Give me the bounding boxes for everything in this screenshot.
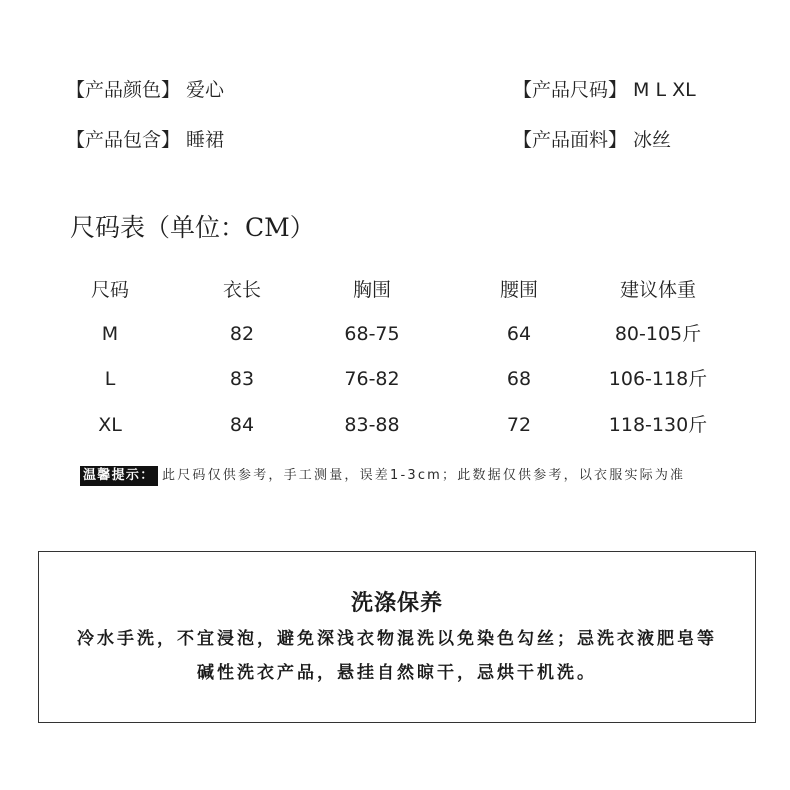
size-table-row — [0, 413, 790, 437]
size-table-header-cell: 建议体重 — [619, 279, 696, 301]
product-info-value: 睡裙 — [186, 129, 225, 151]
size-table-cell: 68 — [506, 368, 532, 390]
product-info-size — [513, 78, 696, 102]
size-table-cell: 68-75 — [344, 323, 400, 345]
product-info-label: 【产品尺码】 — [513, 79, 628, 101]
care-text-line: 碱性洗衣产品，悬挂自然晾干，忌烘干机洗。 — [197, 663, 597, 683]
product-info-color — [66, 78, 224, 102]
size-table-cell: 64 — [506, 323, 532, 345]
care-title: 洗涤保养 — [350, 591, 443, 616]
care-instructions-box — [38, 551, 756, 723]
size-table-cell: 83 — [229, 368, 255, 390]
size-table-header-cell: 腰围 — [499, 279, 538, 301]
note-text: 此尺码仅供参考，手工测量，误差1-3cm；此数据仅供参考，以衣服实际为准 — [162, 468, 686, 483]
size-table-cell: M — [101, 323, 119, 345]
size-table-header-cell: 胸围 — [352, 279, 391, 301]
size-table-header-cell: 尺码 — [90, 279, 129, 301]
size-table-cell: 82 — [229, 323, 255, 345]
note-badge: 温馨提示： — [80, 466, 158, 486]
product-info-value: 冰丝 — [633, 129, 672, 151]
product-info-label: 【产品面料】 — [513, 129, 628, 151]
size-chart-title: 尺码表（单位：CM） — [70, 213, 315, 242]
size-table-cell: 72 — [506, 414, 532, 436]
size-table-cell: 84 — [229, 414, 255, 436]
size-table-cell: 80-105斤 — [614, 323, 702, 345]
size-table-header-cell: 衣长 — [222, 279, 261, 301]
product-info-value: M L XL — [633, 79, 696, 101]
product-info-label: 【产品颜色】 — [66, 79, 181, 101]
size-table-row — [0, 322, 790, 346]
care-text-line: 冷水手洗，不宜浸泡，避免深浅衣物混洗以免染色勾丝；忌洗衣液肥皂等 — [77, 629, 717, 649]
size-table-row — [0, 367, 790, 391]
size-table-cell: L — [104, 368, 116, 390]
product-info-contents — [66, 128, 224, 152]
size-table-cell: 76-82 — [344, 368, 400, 390]
product-info-label: 【产品包含】 — [66, 129, 181, 151]
size-table-cell: 83-88 — [344, 414, 400, 436]
size-table-cell: 118-130斤 — [608, 414, 708, 436]
product-info-value: 爱心 — [186, 79, 225, 101]
size-table-cell: XL — [98, 414, 122, 436]
size-table-cell: 106-118斤 — [608, 368, 708, 390]
product-info-fabric — [513, 128, 671, 152]
size-table-header — [0, 278, 790, 302]
